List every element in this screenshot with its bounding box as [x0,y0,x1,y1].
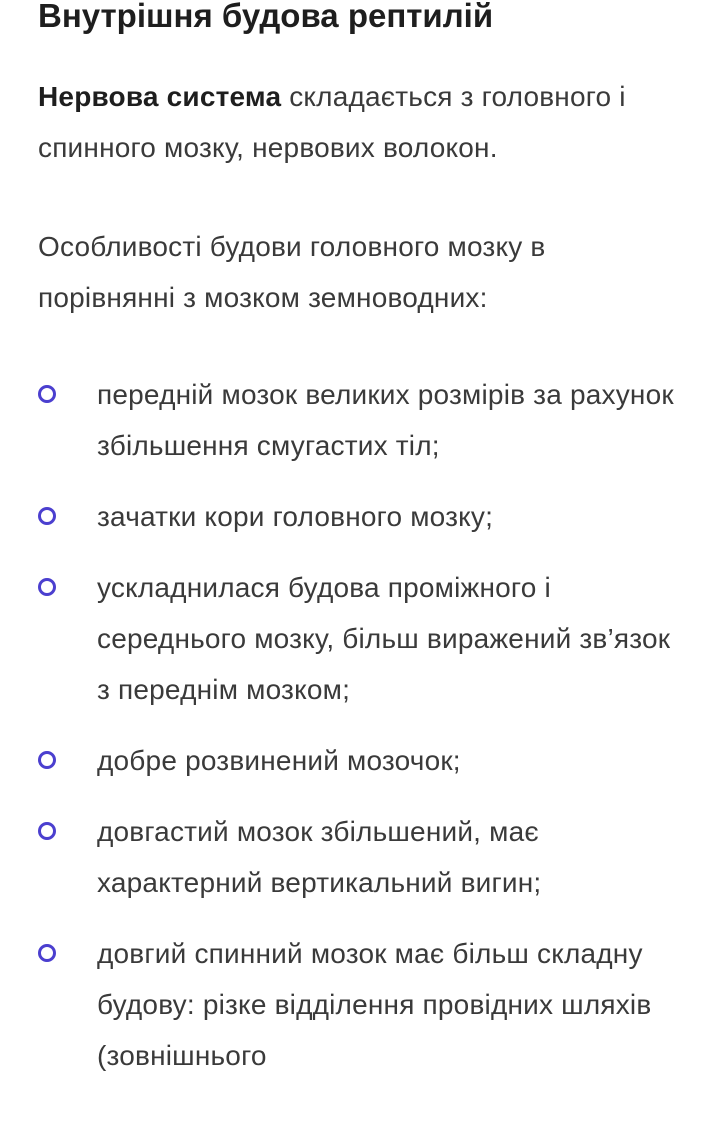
page-title: Внутрішня будова рептилій [38,0,494,34]
circle-bullet-icon [38,944,56,962]
circle-bullet-icon [38,751,56,769]
list-item-text: ускладнилася будова проміжного і середнього мозку, більш виражений зв’язок з переднім мозком; [97,572,671,705]
list-item-text: зачатки кори головного мозку; [97,501,494,532]
list-item-text: довгастий мозок збільшений, має характерний вертикальний вигин; [97,816,542,898]
list-item [38,806,687,908]
list-item [38,562,687,715]
list-item-text: добре розвинений мозочок; [97,745,461,776]
list-item-text: передній мозок великих розмірів за рахунок збільшення смугастих тіл; [97,379,674,461]
circle-bullet-icon [38,578,56,596]
article [38,0,688,1101]
circle-bullet-icon [38,822,56,840]
list-item [38,369,687,471]
brain-features-intro: Особливості будови головного мозку в порівнянні з мозком земноводних: [38,231,546,313]
brain-features-list [38,369,688,1081]
list-item [38,735,687,786]
list-item [38,491,687,542]
circle-bullet-icon [38,385,56,403]
nervous-system-description: складається з головного і спинного мозку, нервових волокон. [38,81,626,163]
list-item-text: довгий спинний мозок має більш складну будову: різке відділення провідних шляхів (зовнішнього [97,938,652,1071]
list-item [38,928,687,1081]
nervous-system-paragraph [38,71,648,173]
circle-bullet-icon [38,507,56,525]
nervous-system-term: Нервова система [38,81,282,112]
